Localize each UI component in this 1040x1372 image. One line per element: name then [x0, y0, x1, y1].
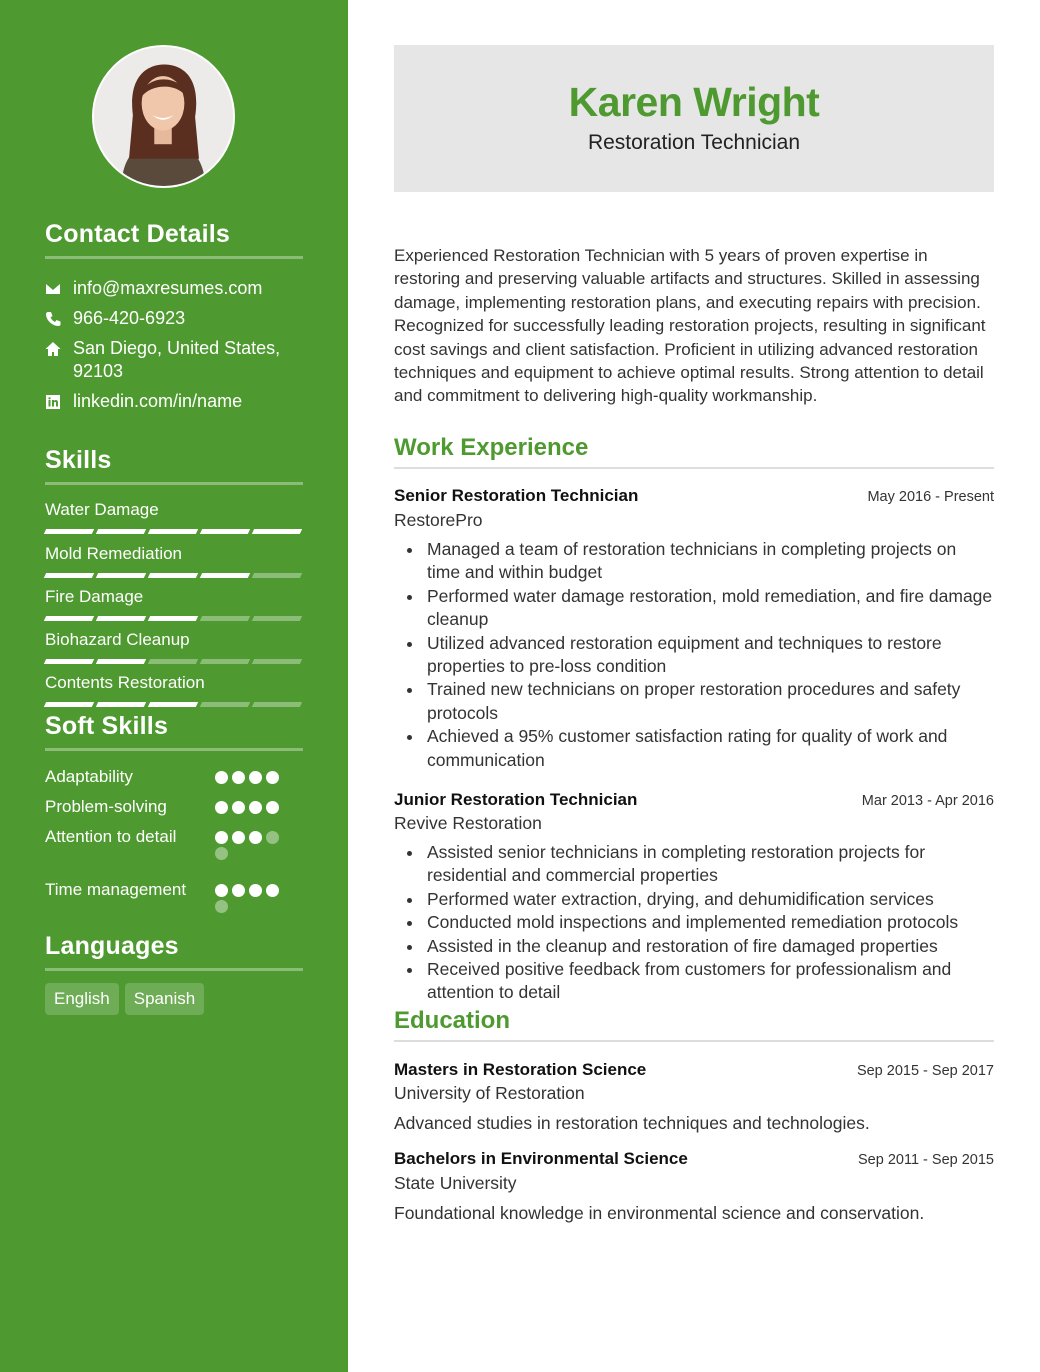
skill-level-segment — [200, 616, 250, 621]
candidate-name: Karen Wright — [568, 79, 820, 125]
soft-skill-dot — [249, 884, 262, 897]
soft-skill-item — [45, 795, 303, 819]
contact-linkedin[interactable] — [45, 390, 303, 413]
job-header — [394, 485, 994, 507]
soft-skill-dot — [215, 771, 228, 784]
soft-skill-dot — [249, 771, 262, 784]
skill-name: Fire Damage — [45, 587, 144, 606]
soft-skills-heading: Soft Skills — [45, 712, 303, 751]
skill-name: Contents Restoration — [45, 673, 205, 692]
education-dates: Sep 2015 - Sep 2017 — [856, 1063, 994, 1079]
skill-level-segment — [44, 616, 94, 621]
skill-level-segment — [252, 702, 302, 707]
job-title: Senior Restoration Technician — [394, 486, 639, 505]
soft-skill-name: Problem-solving — [45, 797, 167, 816]
skill-level-bar — [45, 702, 303, 707]
job-title: Junior Restoration Technician — [394, 790, 638, 809]
list-item: Utilized advanced restoration equipment and techniques to restore properties to pre-loss condition — [394, 632, 994, 679]
contact-address — [45, 337, 303, 383]
skill-level-segment — [96, 616, 146, 621]
contact-phone-text: 966-420-6923 — [73, 308, 186, 328]
soft-skill-dot — [266, 831, 279, 844]
soft-skill-dots — [205, 795, 285, 819]
soft-skill-item — [45, 825, 303, 860]
job-dates: May 2016 - Present — [867, 489, 994, 505]
degree-title: Masters in Restoration Science — [394, 1060, 647, 1079]
skill-name: Mold Remediation — [45, 544, 183, 563]
contact-linkedin-text: linkedin.com/in/name — [73, 391, 243, 411]
job-dates: Mar 2013 - Apr 2016 — [861, 793, 994, 809]
soft-skill-dot — [215, 884, 228, 897]
contact-email[interactable] — [45, 277, 303, 300]
soft-skill-dot — [266, 801, 279, 814]
skill-level-segment — [148, 529, 198, 534]
skill-level-segment — [148, 702, 198, 707]
soft-skill-dot — [232, 831, 245, 844]
skill-level-segment — [44, 659, 94, 664]
skill-level-segment — [148, 616, 198, 621]
list-item: Performed water damage restoration, mold remediation, and fire damage cleanup — [394, 585, 994, 632]
job-bullets — [394, 538, 994, 772]
phone-icon — [45, 307, 73, 330]
resume-header — [394, 45, 994, 192]
job-company: Revive Restoration — [394, 813, 542, 833]
soft-skill-name: Adaptability — [45, 767, 133, 786]
education-heading: Education — [394, 1007, 994, 1042]
skill-level-segment — [252, 573, 302, 578]
skill-item — [45, 544, 303, 578]
skill-level-bar — [45, 573, 303, 578]
skill-level-segment — [44, 702, 94, 707]
soft-skill-dots — [205, 765, 285, 789]
envelope-icon — [45, 277, 73, 300]
job-header — [394, 789, 994, 811]
soft-skill-dot — [215, 801, 228, 814]
work-experience-heading: Work Experience — [394, 434, 994, 469]
skill-level-segment — [96, 659, 146, 664]
list-item: Managed a team of restoration technicians in completing projects on time and within budget — [394, 538, 994, 585]
soft-skill-dots — [205, 878, 285, 913]
profile-photo-icon — [94, 47, 233, 186]
contact-email-text: info@maxresumes.com — [73, 278, 263, 298]
skill-level-segment — [252, 529, 302, 534]
skill-item — [45, 587, 303, 621]
skill-level-segment — [44, 529, 94, 534]
skill-name: Biohazard Cleanup — [45, 630, 190, 649]
soft-skill-dot — [215, 831, 228, 844]
skill-level-segment — [200, 573, 250, 578]
soft-skill-dot — [215, 847, 228, 860]
skill-level-segment — [148, 573, 198, 578]
language-tag: Spanish — [125, 983, 204, 1015]
soft-skill-dot — [266, 884, 279, 897]
skill-name: Water Damage — [45, 500, 159, 519]
soft-skill-item — [45, 765, 303, 789]
skill-level-segment — [200, 702, 250, 707]
skill-item — [45, 500, 303, 534]
soft-skill-dots — [205, 825, 285, 860]
home-icon — [45, 337, 73, 360]
education-description: Advanced studies in restoration techniques and technologies. — [394, 1113, 870, 1133]
list-item: Received positive feedback from customers for professionalism and attention to detail — [394, 958, 994, 1005]
language-tag: English — [45, 983, 119, 1015]
skill-item — [45, 673, 303, 707]
contact-phone[interactable] — [45, 307, 303, 330]
list-item: Conducted mold inspections and implemented remediation protocols — [394, 911, 994, 934]
languages-heading: Languages — [45, 932, 303, 971]
skill-level-bar — [45, 616, 303, 621]
list-item: Achieved a 95% customer satisfaction rating for quality of work and communication — [394, 725, 994, 772]
school-name: State University — [394, 1173, 517, 1193]
language-list — [45, 983, 204, 1015]
sidebar — [0, 0, 348, 1372]
contact-address-text: San Diego, United States, 92103 — [73, 338, 281, 381]
linkedin-icon — [45, 390, 73, 413]
skill-level-segment — [148, 659, 198, 664]
skill-item — [45, 630, 303, 664]
school-name: University of Restoration — [394, 1083, 585, 1103]
degree-title: Bachelors in Environmental Science — [394, 1149, 688, 1168]
skill-level-segment — [96, 702, 146, 707]
avatar — [92, 45, 235, 188]
soft-skill-dot — [232, 801, 245, 814]
job-bullets — [394, 841, 994, 1005]
soft-skill-dot — [249, 831, 262, 844]
skill-level-segment — [252, 659, 302, 664]
skill-level-segment — [96, 529, 146, 534]
profile-summary: Experienced Restoration Technician with 5 years of proven expertise in restoring and preserving valuable artifacts and structures. Skilled in assessing damage, implementing restoration plans, and executing repairs with precision. Recognized for successfully leading restoration projects, resulting in significant cost savings and client satisfaction. Proficient in utilizing advanced restoration techniques and equipment to achieve optimal results. Strong attention to detail and commitment to delivering high-quality workmanship. — [394, 246, 986, 406]
candidate-title: Restoration Technician — [587, 131, 801, 154]
skill-level-bar — [45, 529, 303, 534]
job-company: RestorePro — [394, 510, 483, 530]
soft-skill-name: Time management — [45, 880, 187, 899]
list-item: Trained new technicians on proper restoration procedures and safety protocols — [394, 678, 994, 725]
skills-heading: Skills — [45, 446, 303, 485]
education-description: Foundational knowledge in environmental science and conservation. — [394, 1203, 925, 1223]
soft-skill-dot — [215, 900, 228, 913]
education-dates: Sep 2011 - Sep 2015 — [858, 1152, 994, 1168]
soft-skill-name: Attention to detail — [45, 827, 177, 846]
soft-skill-dot — [249, 801, 262, 814]
soft-skill-item — [45, 878, 303, 913]
skill-level-bar — [45, 659, 303, 664]
list-item: Performed water extraction, drying, and dehumidification services — [394, 888, 994, 911]
skill-level-segment — [200, 659, 250, 664]
skill-level-segment — [200, 529, 250, 534]
soft-skill-dot — [232, 771, 245, 784]
education-header — [394, 1059, 994, 1081]
skill-level-segment — [252, 616, 302, 621]
list-item: Assisted in the cleanup and restoration of fire damaged properties — [394, 935, 994, 958]
soft-skill-dot — [266, 771, 279, 784]
skill-level-segment — [96, 573, 146, 578]
skill-level-segment — [44, 573, 94, 578]
soft-skill-dot — [232, 884, 245, 897]
education-header — [394, 1148, 994, 1170]
list-item: Assisted senior technicians in completing restoration projects for residential and commercial properties — [394, 841, 994, 888]
contact-heading: Contact Details — [45, 220, 303, 259]
